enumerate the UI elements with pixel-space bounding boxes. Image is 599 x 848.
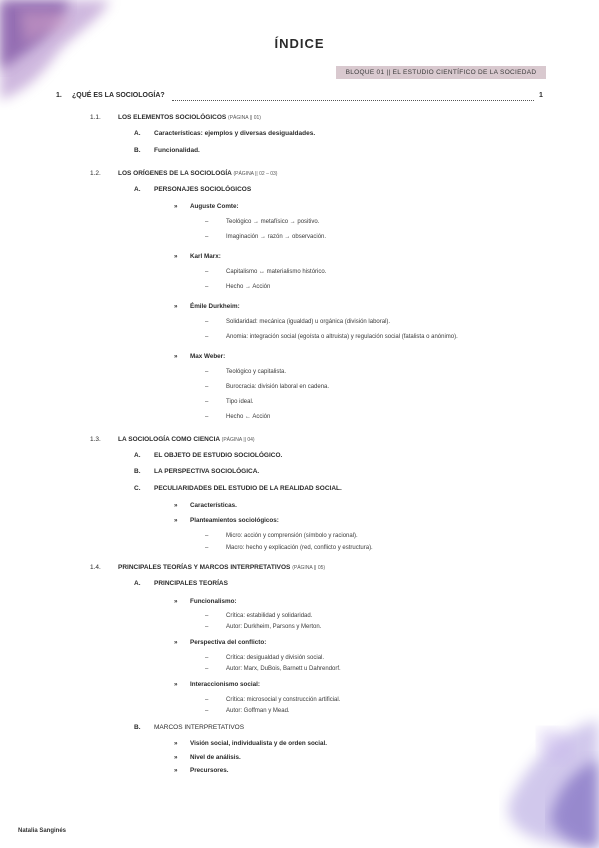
detail: Tipo ideal. (226, 399, 254, 405)
dash-icon: – (205, 234, 209, 240)
author-footer: Natalia Sanginés (18, 828, 67, 834)
bullet-icon: » (174, 303, 178, 310)
detail: Autor: Marx, DuBois, Barnett u Dahrendorf. (226, 666, 341, 672)
bullet-icon: » (174, 203, 178, 210)
bullet-icon: » (174, 754, 178, 761)
detail: Teológico y capitalista. (226, 369, 287, 375)
bullet-icon: » (174, 681, 178, 688)
dash-icon: – (205, 369, 209, 375)
detail: Anomia: integración social (egoísta o altruista) y regulación social (fatalista o anónimo). (226, 334, 458, 340)
item-title: LA PERSPECTIVA SOCIOLÓGICA. (154, 468, 260, 475)
section-number: 1. (56, 92, 62, 99)
item-title: Funcionalidad. (154, 147, 200, 154)
dash-icon: – (205, 697, 209, 703)
person-name: Max Weber: (190, 353, 226, 360)
bullet-icon: » (174, 767, 178, 774)
page-title: ÍNDICE (274, 36, 325, 51)
bullet-icon: » (174, 598, 178, 605)
topic-name: Perspectiva del conflicto: (190, 639, 267, 646)
letter: A. (134, 186, 141, 193)
detail: Capitalismo ↔ materialismo histórico. (226, 269, 327, 275)
letter: B. (134, 147, 141, 154)
item-title: EL OBJETO DE ESTUDIO SOCIOLÓGICO. (154, 452, 283, 459)
detail: Solidaridad: mecánica (igualdad) u orgánica (división laboral). (226, 319, 391, 325)
subsection-number: 1.3. (90, 436, 101, 443)
detail: Micro: acción y comprensión (símbolo y racional). (226, 533, 358, 539)
subsection-title[interactable]: LA SOCIOLOGÍA COMO CIENCIA (PÁGINA || 04) (118, 436, 255, 443)
detail: Autor: Durkheim, Parsons y Merton. (226, 624, 322, 630)
topic-name: Precursores. (190, 767, 229, 774)
topic-name: Visión social, individualista y de orden social. (190, 740, 328, 747)
person-name: Auguste Comte: (190, 203, 239, 210)
dash-icon: – (205, 269, 209, 275)
topic-name: Planteamientos sociológicos: (190, 517, 279, 524)
dash-icon: – (205, 219, 209, 225)
letter: A. (134, 130, 141, 137)
letter: A. (134, 452, 141, 459)
detail: Burocracia: división laboral en cadena. (226, 384, 330, 390)
topic-name: Funcionalismo: (190, 598, 237, 605)
leader-dots (172, 92, 534, 101)
bullet-icon: » (174, 517, 178, 524)
dash-icon: – (205, 384, 209, 390)
subsection-number: 1.1. (90, 114, 101, 121)
dash-icon: – (205, 319, 209, 325)
bullet-icon: » (174, 502, 178, 509)
subsection-title[interactable]: LOS ELEMENTOS SOCIOLÓGICOS (PÁGINA || 01) (118, 114, 261, 121)
dash-icon: – (205, 334, 209, 340)
detail: Macro: hecho y explicación (red, conflicto y estructura). (226, 545, 373, 551)
detail: Crítica: microsocial y construcción artificial. (226, 697, 341, 703)
bullet-icon: » (174, 353, 178, 360)
bullet-icon: » (174, 639, 178, 646)
detail: Imaginación → razón → observación. (226, 234, 327, 240)
detail: Crítica: estabilidad y solidaridad. (226, 613, 313, 619)
dash-icon: – (205, 284, 209, 290)
detail: Autor: Goffman y Mead. (226, 708, 290, 714)
bullet-icon: » (174, 740, 178, 747)
dash-icon: – (205, 613, 209, 619)
dash-icon: – (205, 666, 209, 672)
section-title[interactable]: ¿QUÉ ES LA SOCIOLOGÍA? (72, 92, 165, 99)
dash-icon: – (205, 414, 209, 420)
letter: B. (134, 468, 141, 475)
section-page-number: 1 (539, 92, 543, 99)
person-name: Karl Marx: (190, 253, 221, 260)
item-title: PERSONAJES SOCIOLÓGICOS (154, 186, 252, 193)
bloque-header: BLOQUE 01 || EL ESTUDIO CIENTÍFICO DE LA SOCIEDAD (336, 66, 546, 79)
watercolor-bottom-right (470, 700, 599, 848)
dash-icon: – (205, 708, 209, 714)
dash-icon: – (205, 624, 209, 630)
dash-icon: – (205, 545, 209, 551)
subsection-title[interactable]: PRINCIPALES TEORÍAS Y MARCOS INTERPRETATIVOS (PÁGINA || 05) (118, 564, 326, 571)
detail: Hecho → Acción (226, 284, 271, 290)
subsection-number: 1.2. (90, 170, 101, 177)
item-title: PECULIARIDADES DEL ESTUDIO DE LA REALIDAD SOCIAL. (154, 485, 342, 492)
letter: A. (134, 580, 141, 587)
letter: B. (134, 724, 141, 731)
topic-name: Características. (190, 502, 237, 509)
dash-icon: – (205, 533, 209, 539)
person-name: Émile Durkheim: (190, 303, 240, 310)
dash-icon: – (205, 399, 209, 405)
item-title: PRINCIPALES TEORÍAS (154, 580, 228, 587)
detail: Hecho ← Acción (226, 414, 271, 420)
topic-name: Nivel de análisis. (190, 754, 241, 761)
letter: C. (134, 485, 141, 492)
item-title: MARCOS INTERPRETATIVOS (154, 724, 245, 731)
bullet-icon: » (174, 253, 178, 260)
subsection-title[interactable]: LOS ORÍGENES DE LA SOCIOLOGÍA (PÁGINA || 02 – 03) (118, 170, 278, 177)
detail: Crítica: desigualdad y división social. (226, 655, 325, 661)
subsection-number: 1.4. (90, 564, 101, 571)
item-title: Características: ejemplos y diversas desigualdades. (154, 130, 316, 137)
topic-name: Interaccionismo social: (190, 681, 260, 688)
detail: Teológico → metafísico → positivo. (226, 219, 320, 225)
dash-icon: – (205, 655, 209, 661)
